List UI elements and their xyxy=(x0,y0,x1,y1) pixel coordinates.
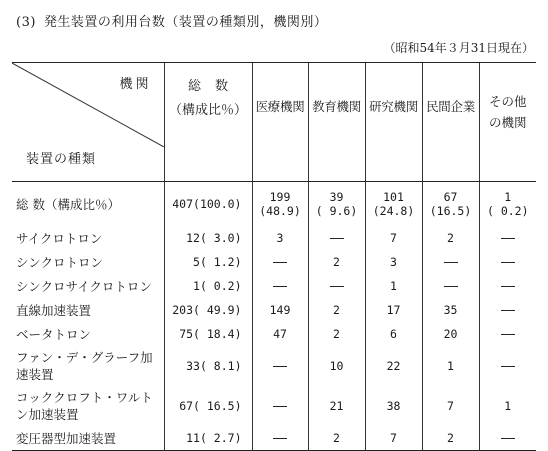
no-value-dash xyxy=(444,286,458,288)
count-cell xyxy=(479,322,536,346)
row-total: 75( 18.4) xyxy=(164,322,252,346)
total-cell xyxy=(479,182,536,227)
count-cell: 7 xyxy=(422,386,479,426)
date-note: （昭和54年３月31日現在） xyxy=(383,41,534,55)
device-type-label: シンクロトロン xyxy=(16,255,103,270)
device-type-label: 変圧器型加速装置 xyxy=(12,426,164,451)
count-cell: 21 xyxy=(308,386,365,426)
count-cell: 38 xyxy=(365,386,422,426)
org-header-research: 研究機関 xyxy=(365,63,422,182)
count-cell: 7 xyxy=(365,226,422,250)
count-cell: 1 xyxy=(479,386,536,426)
count-cell xyxy=(252,250,308,274)
row-total: 5( 1.2) xyxy=(164,250,252,274)
org-header-education: 教育機関 xyxy=(308,63,365,182)
total-cell-percent: (16.5) xyxy=(429,204,472,218)
count-cell xyxy=(252,346,308,386)
no-value-dash xyxy=(501,262,515,264)
count-cell: 2 xyxy=(308,298,365,322)
count-cell: 3 xyxy=(365,250,422,274)
row-axis-label: 装置の種類 xyxy=(26,152,97,167)
count-cell: 2 xyxy=(308,322,365,346)
table-row xyxy=(12,274,536,298)
count-cell: 20 xyxy=(422,322,479,346)
no-value-dash xyxy=(273,262,287,264)
no-value-dash xyxy=(501,334,515,336)
count-cell xyxy=(479,346,536,386)
table-row xyxy=(12,346,536,386)
no-value-dash xyxy=(501,286,515,288)
device-type-label: サイクロトロン xyxy=(16,231,103,246)
count-cell xyxy=(308,274,365,298)
table-row xyxy=(12,298,536,322)
no-value-dash xyxy=(273,438,287,440)
count-cell xyxy=(479,250,536,274)
title-text: 発生装置の利用台数（装置の種類別，機関別） xyxy=(43,15,328,30)
total-header xyxy=(164,63,252,182)
total-cell xyxy=(252,182,308,227)
other-header-line1: その他 xyxy=(488,94,527,109)
row-total: 67( 16.5) xyxy=(164,386,252,426)
row-total: 11( 2.7) xyxy=(164,426,252,451)
count-cell: 1 xyxy=(422,346,479,386)
total-cell-percent: ( 9.6) xyxy=(315,204,358,218)
no-value-dash xyxy=(501,238,515,240)
row-total: 12( 3.0) xyxy=(164,226,252,250)
total-cell xyxy=(422,182,479,227)
count-cell: 6 xyxy=(365,322,422,346)
title-number: (3) xyxy=(16,15,36,30)
row-total: 203( 49.9) xyxy=(164,298,252,322)
count-cell xyxy=(308,226,365,250)
count-cell: 3 xyxy=(252,226,308,250)
no-value-dash xyxy=(330,238,344,240)
total-cell-value: 199 xyxy=(269,190,291,204)
device-type-label: コッククロフト・ワルトン加速装置 xyxy=(16,390,153,422)
usage-table xyxy=(12,62,536,451)
org-header-medical: 医療機関 xyxy=(252,63,308,182)
count-cell xyxy=(252,274,308,298)
count-cell: 2 xyxy=(422,426,479,451)
total-header-line2: （構成比％） xyxy=(168,103,247,118)
count-cell: 47 xyxy=(252,322,308,346)
count-cell xyxy=(479,298,536,322)
header-row xyxy=(12,63,536,182)
count-cell: 2 xyxy=(308,426,365,451)
count-cell xyxy=(479,226,536,250)
total-cell xyxy=(365,182,422,227)
other-header-line2: の機関 xyxy=(488,115,527,130)
count-cell: 149 xyxy=(252,298,308,322)
total-row xyxy=(12,182,536,227)
row-total: 33( 8.1) xyxy=(164,346,252,386)
no-value-dash xyxy=(273,406,287,408)
total-cell-value: 1 xyxy=(504,190,512,204)
no-value-dash xyxy=(273,286,287,288)
table-row xyxy=(12,226,536,250)
total-header-line1: 総数 xyxy=(187,79,242,94)
no-value-dash xyxy=(273,366,287,368)
row-total: 1( 0.2) xyxy=(164,274,252,298)
device-type-label: 直線加速装置 xyxy=(16,303,92,318)
device-type-label: ベータトロン xyxy=(16,327,92,342)
no-value-dash xyxy=(444,262,458,264)
total-cell xyxy=(308,182,365,227)
count-cell xyxy=(422,274,479,298)
table-row xyxy=(12,426,536,451)
org-header-private: 民間企業 xyxy=(422,63,479,182)
total-cell-percent: ( 0.2) xyxy=(486,204,529,218)
table-row xyxy=(12,250,536,274)
count-cell: 35 xyxy=(422,298,479,322)
table-row xyxy=(12,322,536,346)
org-header-other xyxy=(479,63,536,182)
count-cell xyxy=(422,250,479,274)
total-cell-value: 101 xyxy=(383,190,404,204)
total-row-label: 総 数（構成比％） xyxy=(16,197,120,212)
count-cell: 7 xyxy=(365,426,422,451)
column-axis-label: 機関 xyxy=(119,77,152,92)
count-cell: 17 xyxy=(365,298,422,322)
no-value-dash xyxy=(501,438,515,440)
count-cell: 22 xyxy=(365,346,422,386)
count-cell: 2 xyxy=(422,226,479,250)
table-title xyxy=(16,11,327,30)
count-cell xyxy=(252,386,308,426)
no-value-dash xyxy=(501,366,515,368)
total-cell-value: 39 xyxy=(329,190,344,204)
no-value-dash xyxy=(501,310,515,312)
count-cell: 10 xyxy=(308,346,365,386)
count-cell xyxy=(479,274,536,298)
total-cell-percent: (48.9) xyxy=(259,204,301,218)
no-value-dash xyxy=(330,286,344,288)
total-cell-percent: (24.8) xyxy=(372,204,415,218)
device-type-label: ファン・デ・グラーフ加速装置 xyxy=(16,350,153,382)
corner-header xyxy=(12,63,164,182)
device-type-label: シンクロサイクロトロン xyxy=(16,279,152,294)
count-cell: 1 xyxy=(365,274,422,298)
count-cell xyxy=(252,426,308,451)
count-cell: 2 xyxy=(308,250,365,274)
total-row-total: 407(100.0) xyxy=(164,182,252,227)
total-cell-value: 67 xyxy=(443,190,458,204)
count-cell xyxy=(479,426,536,451)
table-row xyxy=(12,386,536,426)
